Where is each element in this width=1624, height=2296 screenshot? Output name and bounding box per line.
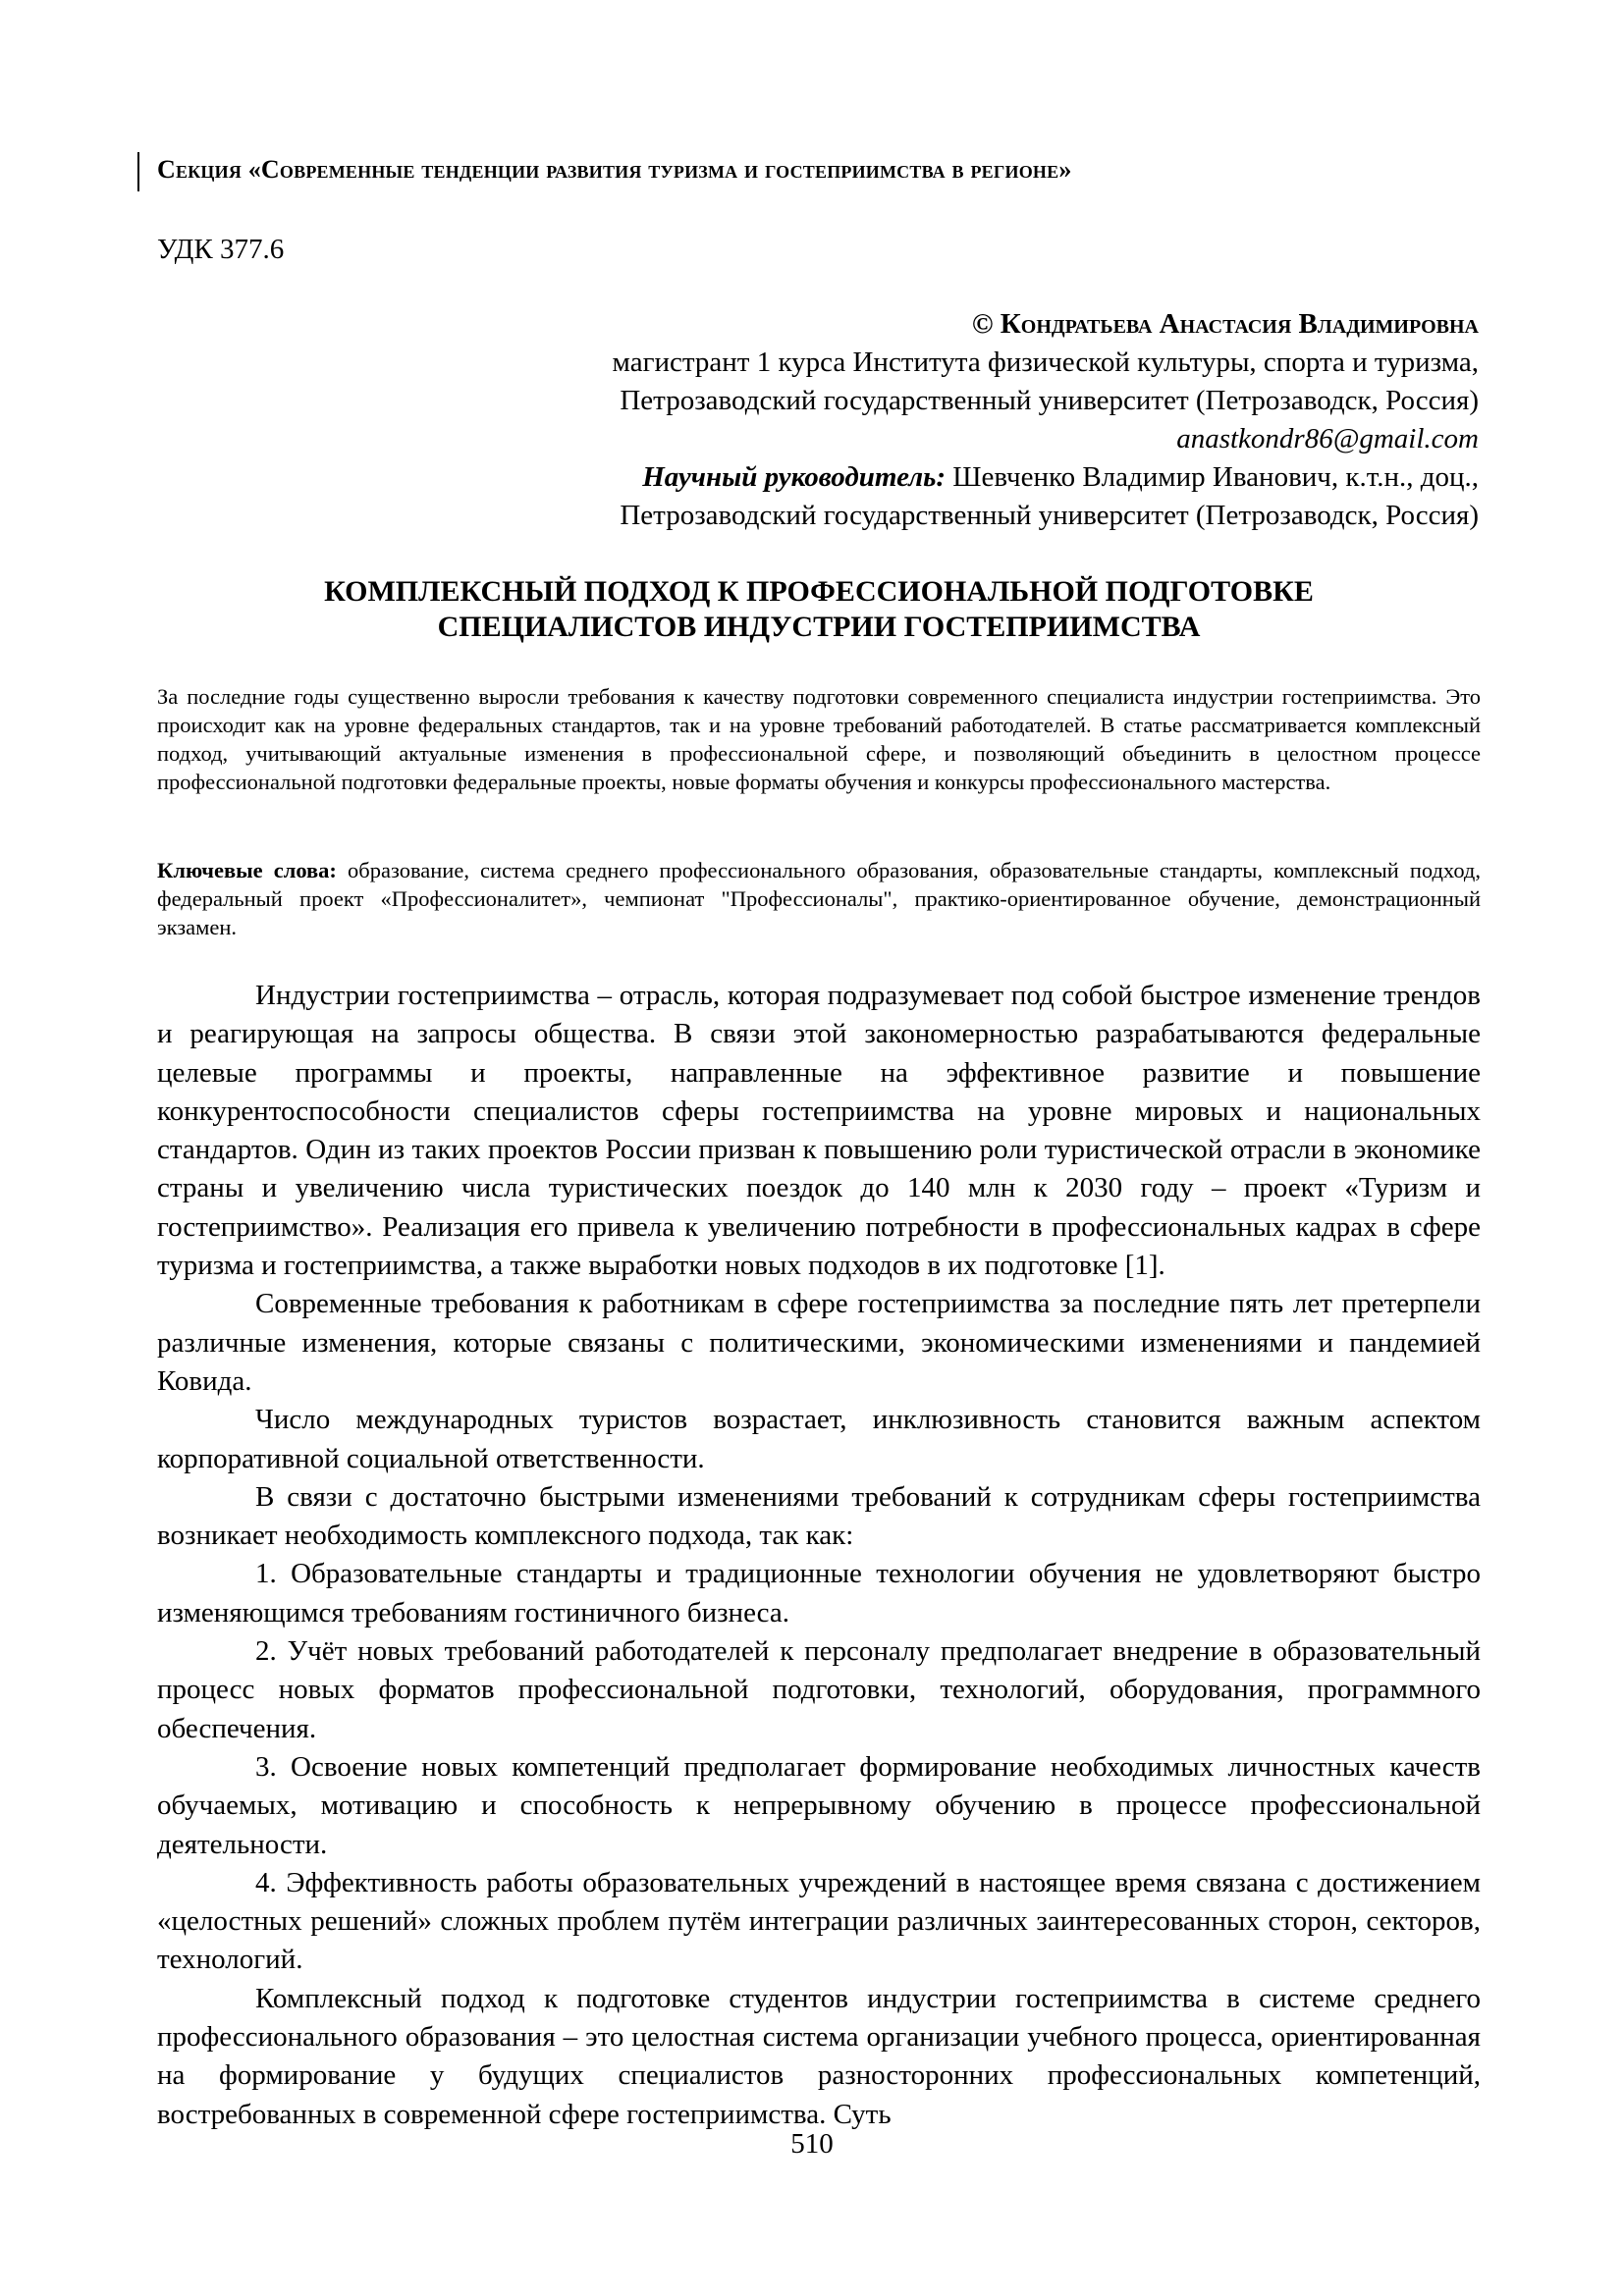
title-line-2: СПЕЦИАЛИСТОВ ИНДУСТРИИ ГОСТЕПРИИМСТВА [437, 611, 1201, 643]
author-affiliation: Петрозаводский государственный университет (Петрозаводск, Россия) [620, 385, 1479, 416]
author-email[interactable]: anastkondr86@gmail.com [1176, 423, 1479, 454]
supervisor-affiliation: Петрозаводский государственный университет (Петрозаводск, Россия) [620, 500, 1479, 531]
section-margin-bar [137, 152, 139, 191]
body-paragraph: Современные требования к работникам в сфере гостеприимства за последние пять лет претерпели различные изменения, которые связаны с политическими, экономическими изменениями и пандемией Ковида. [157, 1288, 1481, 1397]
supervisor-label: Научный руководитель: [642, 461, 947, 493]
section-heading: Секция «Современные тенденции развития туризма и гостеприимства в регионе» [157, 155, 1072, 184]
list-item-3: 3. Освоение новых компетенций предполагает формирование необходимых личностных качеств обучаемых, мотивацию и способность к непрерывному обучению в процессе профессиональной деятельности. [157, 1750, 1481, 1860]
page-number: 510 [790, 2128, 834, 2160]
body-paragraph: В связи с достаточно быстрыми изменениями требований к сотрудникам сферы гостеприимства возникает необходимость комплексного подхода, так как: [157, 1480, 1481, 1552]
list-item-1: 1. Образовательные стандарты и традиционные технологии обучения не удовлетворяют быстро изменяющимся требованиям гостиничного бизнеса. [157, 1558, 1481, 1629]
list-item-2: 2. Учёт новых требований работодателей к персоналу предполагает внедрение в образовательный процесс новых форматов профессиональной подготовки, технологий, оборудования, программного обеспечения. [157, 1635, 1481, 1744]
keywords [157, 856, 1481, 941]
title-line-1: КОМПЛЕКСНЫЙ ПОДХОД К ПРОФЕССИОНАЛЬНОЙ ПОДГОТОВКЕ [324, 575, 1314, 608]
keywords-text: образование, система среднего профессионального образования, образовательные стандарты, комплексный подход, федеральный проект «Профессионалитет», чемпионат "Профессионалы", практико-ориентированное обучение, демонстрационный экзамен. [157, 858, 1481, 939]
body-paragraph: Комплексный подход к подготовке студентов индустрии гостеприимства в системе среднего профессионального образования – это целостная система организации учебного процесса, ориентированная на формирование у будущих специалистов разносторонних профессиональных компетенций, востребованных в современной сфере гостеприимства. Суть [157, 1982, 1481, 2130]
list-item-4: 4. Эффективность работы образовательных учреждений в настоящее время связана с достижением «целостных решений» сложных проблем путём интеграции различных заинтересованных сторон, секторов, технологий. [157, 1866, 1481, 1976]
keywords-label: Ключевые слова: [157, 858, 337, 882]
udk-code: УДК 377.6 [157, 234, 285, 265]
article-title [157, 574, 1481, 645]
body-paragraph: Число международных туристов возрастает, инклюзивность становится важным аспектом корпоративной социальной ответственности. [157, 1404, 1481, 1474]
author-position: магистрант 1 курса Института физической культуры, спорта и туризма, [612, 347, 1479, 378]
supervisor-name: Шевченко Владимир Иванович, к.т.н., доц., [946, 461, 1479, 493]
author-name: © Кондратьева Анастасия Владимировна [971, 308, 1479, 340]
body-paragraph: Индустрии гостеприимства – отрасль, которая подразумевает под собой быстрое изменение трендов и реагирующая на запросы общества. В связи этой закономерностью разрабатываются федеральные целевые программы и проекты, направленные на эффективное развитие и повышение конкурентоспособности специалистов сферы гостеприимства на уровне мировых и национальных стандартов. Один из таких проектов России призван к повышению роли туристической отрасли в экономике страны и увеличению числа туристических поездок до 140 млн к 2030 году – проект «Туризм и гостеприимство». Реализация его привела к увеличению потребности в профессиональных кадрах в сфере туризма и гостеприимства, а также выработки новых подходов в их подготовке [1]. [157, 980, 1481, 1282]
abstract: За последние годы существенно выросли требования к качеству подготовки современного специалиста индустрии гостеприимства. Это происходит как на уровне федеральных стандартов, так и на уровне требований работодателей. В статье рассматривается комплексный подход, учитывающий актуальные изменения в профессиональной сфере, и позволяющий объединить в целостном процессе профессиональной подготовки федеральные проекты, новые форматы обучения и конкурсы профессионального мастерства. [157, 684, 1481, 794]
body-text [157, 977, 1481, 2134]
author-block [399, 305, 1479, 535]
supervisor-line [399, 458, 1479, 497]
